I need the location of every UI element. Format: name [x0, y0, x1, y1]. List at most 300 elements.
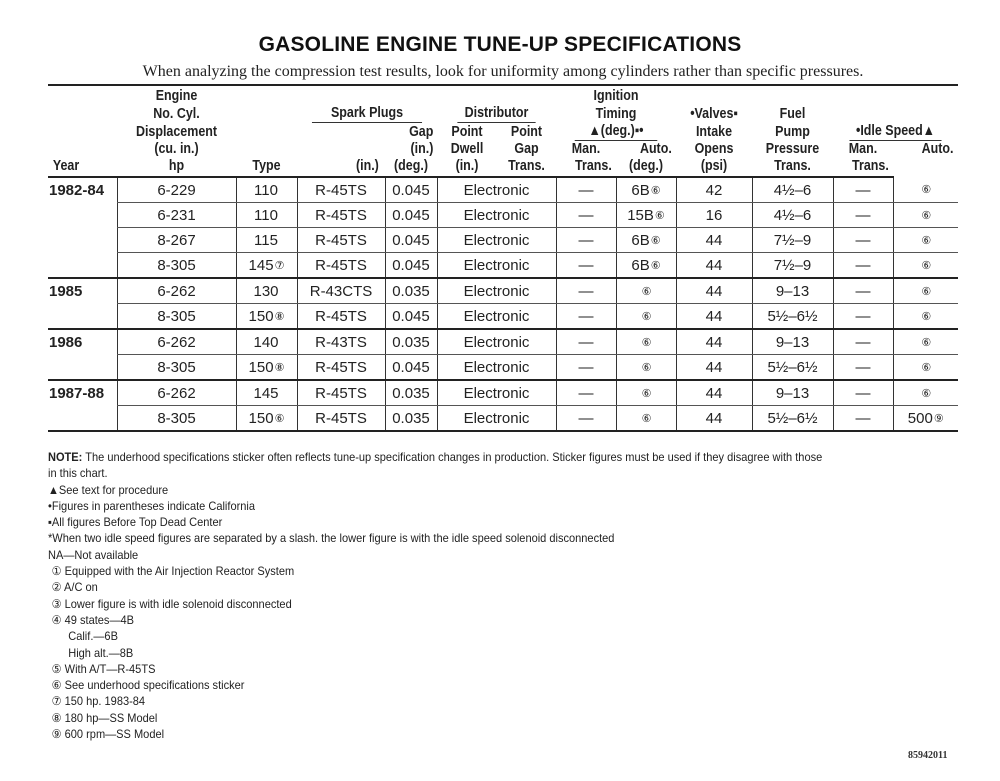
footnote-marker: ⑥	[650, 259, 661, 272]
idle-man-cell	[833, 203, 893, 228]
timing-man-cell-value: —	[578, 358, 594, 376]
table-row	[48, 228, 958, 253]
engine-cell	[117, 304, 236, 330]
timing-man-cell-value: —	[578, 384, 594, 402]
fuel-pressure-cell	[752, 355, 833, 381]
distributor-cell-value: Electronic	[463, 358, 530, 376]
timing-man-cell-value: —	[578, 333, 594, 351]
distributor-cell-value: Electronic	[463, 181, 530, 199]
footnote-marker: ⑥	[921, 310, 932, 323]
footnote-marker: ⑧	[274, 310, 285, 323]
timing-man-cell	[556, 228, 616, 253]
engine-cell-value: 6-262	[157, 282, 196, 300]
plug-type-cell-value: R-43TS	[315, 333, 367, 351]
plug-type-cell-value: R-45TS	[315, 384, 367, 402]
fuel-pressure-cell	[752, 228, 833, 253]
timing-auto-cell-value: 15B	[627, 206, 654, 224]
timing-auto-cell	[616, 355, 676, 381]
table-row	[48, 203, 958, 228]
legend-item: NA—Not available	[48, 547, 139, 562]
timing-auto-cell	[616, 253, 676, 279]
idle-man-cell	[833, 355, 893, 381]
plug-gap-cell	[385, 355, 437, 381]
idle-auto-cell	[893, 355, 958, 381]
footnote-marker: ⑦	[274, 259, 285, 272]
engine-cell-value: 6-262	[157, 384, 196, 402]
valves-cell	[676, 380, 752, 406]
footnote-marker: ⑧	[274, 361, 285, 374]
valves-cell	[676, 329, 752, 355]
footnote-marker: ⑥	[654, 209, 665, 222]
year-cell-value: 1987-88	[49, 384, 105, 402]
header-pointgap-3: (in.)	[441, 158, 493, 177]
idle-auto-cell	[893, 380, 958, 406]
fuel-pressure-cell	[752, 177, 833, 203]
plug-gap-cell-value: 0.045	[392, 256, 430, 274]
footnote-marker: ⑥	[650, 234, 661, 247]
plug-type-cell-value: R-45TS	[315, 231, 367, 249]
idle-man-cell	[833, 406, 893, 432]
timing-auto-cell	[616, 329, 676, 355]
hp-cell-value: 110	[254, 181, 278, 199]
header-plug-type: Type	[240, 158, 292, 177]
idle-auto-cell-value: 500	[907, 409, 933, 427]
fuel-pressure-cell	[752, 253, 833, 279]
table-row	[48, 304, 958, 330]
footnote-marker: ⑥	[641, 412, 652, 425]
timing-man-cell	[556, 177, 616, 203]
plug-type-cell-value: R-45TS	[315, 358, 367, 376]
idle-man-cell	[833, 278, 893, 304]
plug-gap-cell	[385, 177, 437, 203]
timing-man-cell-value: —	[578, 256, 594, 274]
header-engine-1: Engine	[155, 88, 198, 104]
header-fuel-2: Pump	[775, 124, 810, 140]
hp-cell-value: 150	[248, 409, 274, 427]
idle-man-cell-value: —	[855, 181, 871, 199]
year-cell	[48, 304, 117, 330]
header-fuel-4: (psi)	[681, 158, 746, 177]
idle-man-cell-value: —	[855, 409, 871, 427]
table-row	[48, 278, 958, 304]
hp-cell	[236, 329, 297, 355]
plug-gap-cell-value: 0.045	[392, 181, 430, 199]
table-row	[48, 329, 958, 355]
distributor-cell	[437, 304, 556, 330]
timing-man-cell	[556, 355, 616, 381]
timing-man-cell-value: —	[578, 282, 594, 300]
header-idle-auto-2: Trans.	[837, 158, 889, 177]
header-valves-2: Intake	[695, 124, 733, 140]
plug-type-cell-value: R-43CTS	[309, 282, 373, 300]
valves-cell-value: 44	[705, 307, 723, 325]
header-dwell-1: Point	[451, 124, 483, 140]
valves-cell	[676, 177, 752, 203]
plug-type-cell	[297, 177, 385, 203]
year-cell	[48, 253, 117, 279]
fuel-pressure-cell-value: 9–13	[775, 333, 810, 351]
idle-man-cell	[833, 177, 893, 203]
plug-type-cell-value: R-45TS	[315, 256, 367, 274]
plug-gap-cell	[385, 203, 437, 228]
idle-man-cell	[833, 253, 893, 279]
hp-cell	[236, 278, 297, 304]
hp-cell-value: 115	[254, 231, 278, 249]
note-line	[48, 449, 968, 465]
valves-cell-value: 44	[705, 333, 723, 351]
fuel-pressure-cell-value: 5½–6½	[767, 358, 818, 376]
distributor-cell	[437, 278, 556, 304]
header-idle-speed: •Idle Speed▲	[849, 123, 942, 141]
idle-man-cell-value: —	[855, 333, 871, 351]
year-cell	[48, 406, 117, 432]
plug-gap-cell-value: 0.035	[392, 409, 430, 427]
header-ignition-2: Timing	[595, 106, 637, 122]
footnote-marker: ⑥	[650, 184, 661, 197]
timing-auto-cell	[616, 278, 676, 304]
idle-auto-cell	[893, 177, 958, 203]
page-title: GASOLINE ENGINE TUNE-UP SPECIFICATIONS	[258, 33, 742, 56]
footnote-marker: ⑥	[641, 361, 652, 374]
footnote-marker: ⑥	[921, 259, 932, 272]
fuel-pressure-cell-value: 9–13	[775, 384, 810, 402]
header-timing-auto-2: Trans.	[560, 158, 612, 177]
footnote: ② A/C on	[51, 580, 98, 595]
plug-gap-cell	[385, 329, 437, 355]
document-id: 85942011	[908, 750, 948, 761]
header-timing-man-2: Trans.	[501, 158, 552, 177]
plug-type-cell	[297, 304, 385, 330]
plug-gap-cell	[385, 253, 437, 279]
legend-item: •Figures in parentheses indicate California	[48, 498, 255, 513]
idle-man-cell-value: —	[855, 384, 871, 402]
header-fuel-3: Pressure	[765, 141, 820, 157]
hp-cell-value: 130	[253, 282, 279, 300]
header-idle-man-2: Trans.	[758, 158, 828, 177]
fuel-pressure-cell-value: 5½–6½	[767, 409, 818, 427]
engine-cell-value: 8-305	[157, 409, 196, 427]
idle-man-cell-value: —	[855, 256, 871, 274]
hp-cell-value: 140	[253, 333, 279, 351]
valves-cell-value: 44	[705, 384, 723, 402]
table-row	[48, 406, 958, 432]
idle-man-cell-value: —	[855, 231, 871, 249]
timing-man-cell-value: —	[578, 181, 594, 199]
hp-cell	[236, 406, 297, 432]
fuel-pressure-cell-value: 5½–6½	[767, 307, 818, 325]
valves-cell	[676, 278, 752, 304]
footnote-marker: ⑥	[921, 361, 932, 374]
header-idle-auto-1: Auto.	[921, 141, 954, 157]
distributor-cell-value: Electronic	[463, 333, 530, 351]
header-fuel-1: Fuel	[779, 106, 806, 122]
idle-man-cell	[833, 380, 893, 406]
engine-cell-value: 8-305	[157, 256, 196, 274]
engine-cell-value: 8-305	[157, 307, 196, 325]
header-ignition-1: Ignition	[593, 88, 639, 104]
header-dwell-2: Dwell	[450, 141, 484, 157]
plug-type-cell-value: R-45TS	[315, 206, 367, 224]
year-cell	[48, 203, 117, 228]
table-row	[48, 253, 958, 279]
engine-cell-value: 8-305	[157, 358, 196, 376]
distributor-cell-value: Electronic	[463, 256, 530, 274]
plug-gap-cell-value: 0.035	[392, 282, 430, 300]
footnote-marker: ⑥	[641, 310, 652, 323]
valves-cell	[676, 304, 752, 330]
plug-gap-cell-value: 0.035	[392, 384, 430, 402]
idle-man-cell-value: —	[855, 282, 871, 300]
distributor-cell	[437, 406, 556, 432]
engine-cell-value: 6-231	[157, 206, 196, 224]
plug-type-cell-value: R-45TS	[315, 307, 367, 325]
fuel-pressure-cell-value: 4½–6	[773, 181, 812, 199]
engine-cell	[117, 329, 236, 355]
year-cell-value: 1986	[49, 333, 83, 351]
footnote-continuation: High alt.—8B	[68, 645, 134, 660]
note-label: NOTE:	[48, 450, 83, 464]
note-line-2: in this chart.	[48, 466, 108, 481]
footnote-marker: ⑥	[641, 285, 652, 298]
hp-cell-value: 145	[253, 384, 279, 402]
fuel-pressure-cell	[752, 380, 833, 406]
hp-cell-value: 110	[254, 206, 278, 224]
idle-auto-cell	[893, 406, 958, 432]
fuel-pressure-cell-value: 4½–6	[773, 206, 812, 224]
footnote: ④ 49 states—4B	[51, 612, 134, 627]
fuel-pressure-cell-value: 9–13	[775, 282, 810, 300]
engine-cell-value: 8-267	[157, 231, 196, 249]
hp-cell	[236, 380, 297, 406]
footnote-continuation: Calif.—6B	[68, 629, 118, 644]
plug-gap-cell	[385, 278, 437, 304]
header-distributor: Distributor	[458, 105, 535, 123]
idle-man-cell	[833, 228, 893, 253]
notes-section	[48, 449, 968, 742]
year-cell	[48, 177, 117, 203]
timing-auto-cell	[616, 203, 676, 228]
engine-cell	[117, 203, 236, 228]
plug-type-cell-value: R-45TS	[315, 409, 367, 427]
engine-cell	[117, 253, 236, 279]
header-engine-2: No. Cyl.	[153, 106, 200, 122]
idle-man-cell-value: —	[855, 358, 871, 376]
valves-cell	[676, 253, 752, 279]
hp-cell	[236, 203, 297, 228]
hp-cell	[236, 355, 297, 381]
year-cell-value: 1982-84	[49, 181, 105, 199]
page-subtitle: When analyzing the compression test results, look for uniformity among cylinders rather than specific pressures.	[142, 63, 864, 80]
header-valves-4: (deg.)	[620, 158, 672, 177]
timing-man-cell-value: —	[578, 206, 594, 224]
timing-auto-cell-value: 6B	[631, 256, 650, 274]
engine-cell	[117, 355, 236, 381]
footnote-marker: ⑥	[641, 387, 652, 400]
distributor-cell-value: Electronic	[463, 206, 530, 224]
plug-gap-cell-value: 0.045	[392, 231, 430, 249]
plug-type-cell	[297, 203, 385, 228]
valves-cell	[676, 203, 752, 228]
header-engine-4: (cu. in.)	[154, 141, 199, 157]
footnote: ⑤ With A/T—R-45TS	[51, 661, 156, 676]
distributor-cell	[437, 203, 556, 228]
distributor-cell-value: Electronic	[463, 384, 530, 402]
idle-auto-cell	[893, 228, 958, 253]
plug-type-cell	[297, 329, 385, 355]
note-text: The underhood specifications sticker often reflects tune-up specification changes in production. Sticker figures must be used if they disagree with those	[82, 450, 823, 464]
timing-auto-cell	[616, 177, 676, 203]
engine-cell	[117, 228, 236, 253]
valves-cell-value: 44	[705, 282, 723, 300]
engine-cell-value: 6-262	[157, 333, 196, 351]
year-cell	[48, 380, 117, 406]
year-cell	[48, 329, 117, 355]
timing-man-cell	[556, 329, 616, 355]
plug-type-cell	[297, 406, 385, 432]
fuel-pressure-cell	[752, 304, 833, 330]
distributor-cell	[437, 380, 556, 406]
distributor-cell	[437, 355, 556, 381]
footnote-marker: ⑥	[921, 209, 932, 222]
valves-cell-value: 44	[705, 231, 723, 249]
header-pointgap-1: Point	[510, 124, 543, 140]
header-gap-2: (in.)	[410, 141, 434, 157]
footnote-marker: ⑥	[921, 234, 932, 247]
year-cell	[48, 278, 117, 304]
plug-type-cell	[297, 278, 385, 304]
valves-cell-value: 44	[705, 409, 723, 427]
legend-item: ▲See text for procedure	[48, 482, 169, 497]
timing-auto-cell-value: 6B	[631, 231, 650, 249]
hp-cell-value: 145	[248, 256, 274, 274]
header-gap-3: (in.)	[303, 158, 379, 177]
table-row	[48, 380, 958, 406]
plug-gap-cell-value: 0.045	[392, 307, 430, 325]
valves-cell	[676, 355, 752, 381]
header-hp: hp	[125, 158, 227, 177]
footnote: ⑦ 150 hp. 1983-84	[51, 694, 146, 709]
header-valves-1: •Valves▪	[690, 106, 738, 122]
valves-cell-value: 42	[705, 181, 723, 199]
idle-auto-cell	[893, 304, 958, 330]
idle-man-cell	[833, 304, 893, 330]
fuel-pressure-cell	[752, 278, 833, 304]
table-row	[48, 355, 958, 381]
engine-cell	[117, 380, 236, 406]
distributor-cell	[437, 228, 556, 253]
header-valves-3: Opens	[694, 141, 734, 157]
plug-gap-cell	[385, 228, 437, 253]
engine-cell	[117, 406, 236, 432]
year-cell	[48, 355, 117, 381]
header-engine-3: Displacement	[135, 124, 218, 140]
timing-man-cell	[556, 253, 616, 279]
footnote-marker: ⑨	[933, 412, 944, 425]
footnote: ⑥ See underhood specifications sticker	[51, 678, 245, 693]
fuel-pressure-cell-value: 7½–9	[773, 231, 812, 249]
header-pointgap-2: Gap	[514, 141, 539, 157]
footnote-marker: ⑥	[921, 285, 932, 298]
year-cell-value: 1985	[49, 282, 83, 300]
hp-cell	[236, 228, 297, 253]
legend-item: *When two idle speed figures are separated by a slash. the lower figure is with the idle speed solenoid disconnected	[48, 531, 615, 546]
timing-man-cell	[556, 380, 616, 406]
idle-auto-cell	[893, 278, 958, 304]
header-ignition-3: ▲(deg.)▪•	[575, 123, 658, 141]
distributor-cell-value: Electronic	[463, 409, 530, 427]
plug-type-cell	[297, 355, 385, 381]
table-row	[48, 177, 958, 203]
idle-auto-cell	[893, 203, 958, 228]
fuel-pressure-cell	[752, 406, 833, 432]
footnote-marker: ⑥	[274, 412, 285, 425]
engine-cell-value: 6-229	[157, 181, 196, 199]
tune-up-spec-table	[48, 88, 958, 432]
timing-man-cell-value: —	[578, 307, 594, 325]
fuel-pressure-cell	[752, 203, 833, 228]
hp-cell	[236, 253, 297, 279]
timing-man-cell-value: —	[578, 231, 594, 249]
idle-man-cell	[833, 329, 893, 355]
footnote-marker: ⑥	[921, 387, 932, 400]
legend-item: ▪All figures Before Top Dead Center	[48, 515, 223, 530]
valves-cell-value: 44	[705, 358, 723, 376]
header-idle-man-1: Man.	[848, 141, 878, 157]
plug-type-cell	[297, 253, 385, 279]
footnote: ⑧ 180 hp—SS Model	[51, 710, 158, 725]
plug-gap-cell-value: 0.045	[392, 206, 430, 224]
timing-auto-cell	[616, 406, 676, 432]
year-cell	[48, 228, 117, 253]
timing-man-cell	[556, 406, 616, 432]
table-body	[48, 177, 958, 431]
footnote: ③ Lower figure is with idle solenoid disconnected	[51, 596, 292, 611]
plug-type-cell-value: R-45TS	[315, 181, 367, 199]
engine-cell	[117, 177, 236, 203]
distributor-cell-value: Electronic	[463, 282, 530, 300]
plug-type-cell	[297, 228, 385, 253]
timing-auto-cell	[616, 228, 676, 253]
hp-cell	[236, 177, 297, 203]
plug-gap-cell-value: 0.035	[392, 333, 430, 351]
engine-cell	[117, 278, 236, 304]
valves-cell	[676, 406, 752, 432]
header-timing-auto-1: Auto.	[639, 141, 672, 157]
distributor-cell	[437, 253, 556, 279]
timing-auto-cell	[616, 380, 676, 406]
fuel-pressure-cell-value: 7½–9	[773, 256, 812, 274]
hp-cell-value: 150	[248, 358, 274, 376]
footnote-marker: ⑥	[921, 336, 932, 349]
footnote-marker: ⑥	[641, 336, 652, 349]
distributor-cell	[437, 329, 556, 355]
top-rule	[48, 84, 958, 86]
idle-auto-cell	[893, 253, 958, 279]
timing-man-cell	[556, 278, 616, 304]
header-year: Year	[53, 158, 112, 177]
plug-gap-cell	[385, 380, 437, 406]
footnote: ① Equipped with the Air Injection Reactor System	[51, 564, 295, 579]
plug-type-cell	[297, 380, 385, 406]
timing-man-cell	[556, 304, 616, 330]
footnote-marker: ⑥	[921, 184, 932, 196]
header-gap-1: Gap	[409, 124, 434, 140]
idle-man-cell-value: —	[855, 307, 871, 325]
distributor-cell	[437, 177, 556, 203]
plug-gap-cell	[385, 406, 437, 432]
distributor-cell-value: Electronic	[463, 307, 530, 325]
valves-cell-value: 44	[705, 256, 723, 274]
